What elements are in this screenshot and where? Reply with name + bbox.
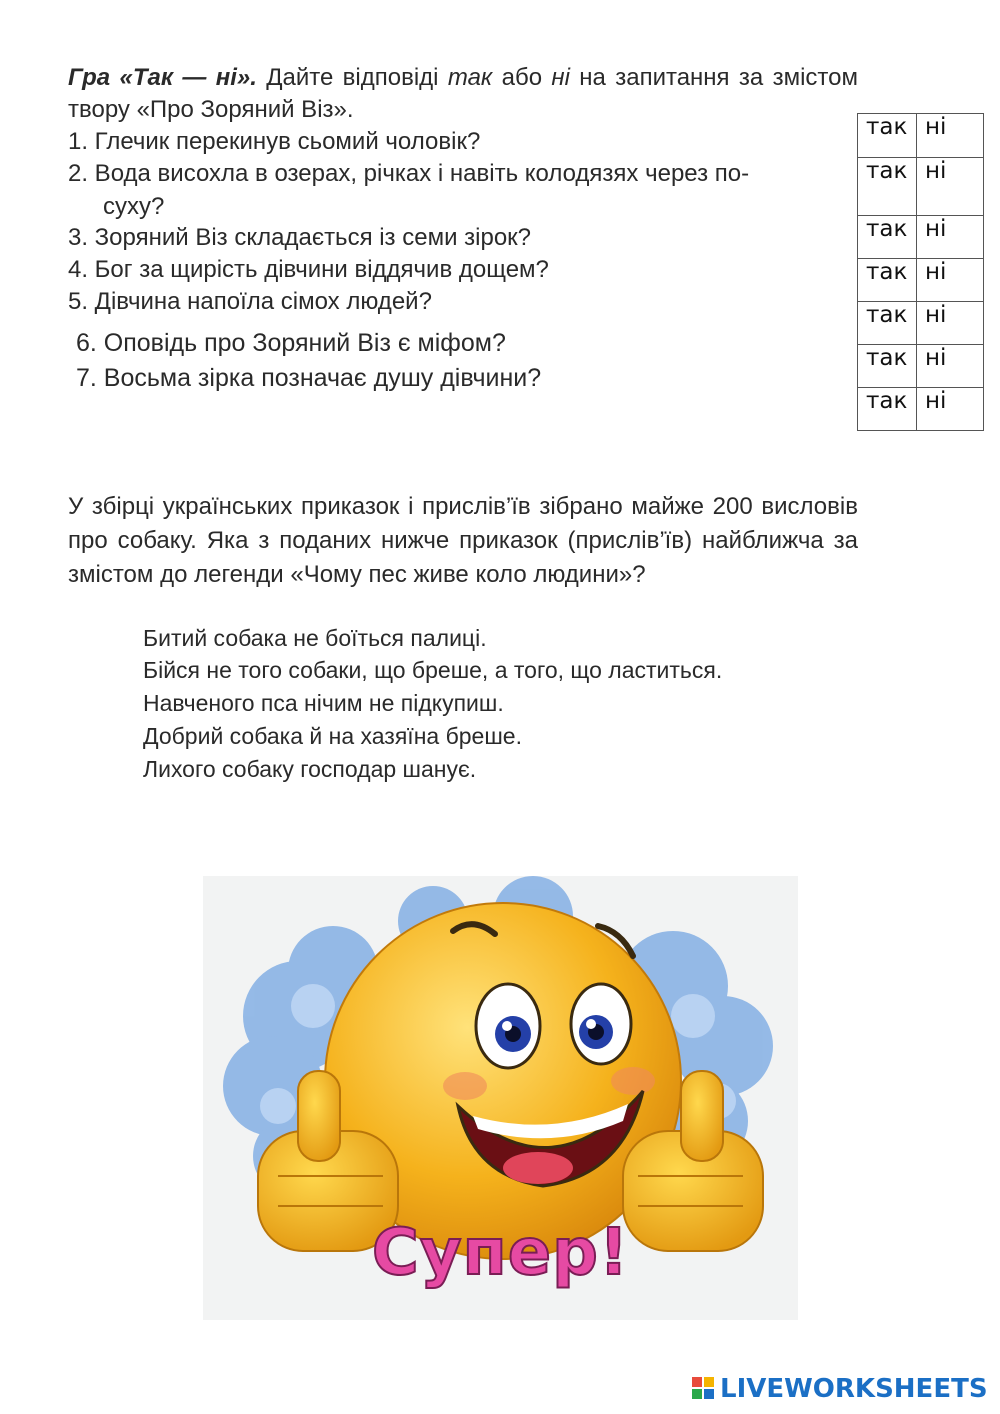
proverb-1: Битий собака не боїться палиці.: [143, 625, 487, 651]
smiley-picture: [203, 876, 798, 1320]
answer-row: [858, 158, 984, 216]
answer-row: [858, 302, 984, 345]
answer-no-option[interactable]: ні: [917, 114, 984, 158]
answer-yes-option[interactable]: так: [858, 114, 917, 158]
task2-paragraph: У збірці українських приказок і прислів’їв зібрано майже 200 висловів про собаку. Яка з поданих нижче приказок (прислів’їв) найближча за змістом до легенди «Чому пес живе коло людини»?: [68, 493, 858, 588]
question-2: 2. Вода висохла в озерах, річках і навіть колодязях через по-: [68, 160, 750, 187]
intro-word-yes: так: [447, 64, 493, 91]
question-7: 7. Восьма зірка позначає душу дівчини?: [76, 364, 542, 392]
liveworksheets-logo-icon: [692, 1377, 716, 1401]
answer-no-option[interactable]: ні: [917, 388, 984, 431]
answer-row: [858, 216, 984, 259]
question-4: 4. Бог за щирість дівчини віддячив дощем?: [68, 256, 549, 283]
proverb-4: Добрий собака й на хазяїна бреше.: [143, 723, 522, 749]
answer-row: [858, 345, 984, 388]
answer-row: [858, 388, 984, 431]
answer-no-option[interactable]: ні: [917, 158, 984, 216]
proverb-5: Лихого собаку господар шанує.: [143, 756, 477, 782]
intro-part-a: Дайте відповіді: [256, 64, 448, 91]
question-3: 3. Зоряний Віз складається із семи зірок?: [68, 224, 532, 251]
answer-yes-option[interactable]: так: [858, 302, 917, 345]
answer-no-option[interactable]: ні: [917, 259, 984, 302]
answer-yes-option[interactable]: так: [858, 345, 917, 388]
question-1: 1. Глечик перекинув сьомий чоловік?: [68, 128, 481, 155]
question-5: 5. Дівчина напоїла сімох людей?: [68, 288, 432, 315]
proverb-3: Навченого пса нічим не підкупиш.: [143, 690, 504, 716]
answer-no-option[interactable]: ні: [917, 345, 984, 388]
answer-table: [857, 113, 984, 431]
proverb-2: Бійся не того собаки, що бреше, а того, що ластиться.: [143, 657, 723, 683]
liveworksheets-logo: [692, 1374, 992, 1404]
intro-part-b: або: [492, 64, 552, 91]
task1-intro: [68, 62, 858, 126]
answer-yes-option[interactable]: так: [858, 259, 917, 302]
super-caption: Супер!: [371, 1216, 630, 1290]
intro-part-c: на запитання за змістом твору «Про Зоряний Віз».: [68, 64, 859, 123]
answer-no-option[interactable]: ні: [917, 216, 984, 259]
answer-row: [858, 259, 984, 302]
brand-name: LIVEWORKSHEETS: [720, 1374, 988, 1404]
answer-yes-option[interactable]: так: [858, 158, 917, 216]
question-6: 6. Оповідь про Зоряний Віз є міфом?: [76, 329, 506, 357]
task1-title: Гра «Так — ні».: [68, 64, 257, 91]
answer-yes-option[interactable]: так: [858, 388, 917, 431]
answer-row: [858, 114, 984, 158]
intro-word-no: ні: [551, 64, 570, 91]
question-2-continued: суху?: [103, 193, 165, 220]
answer-no-option[interactable]: ні: [917, 302, 984, 345]
answer-yes-option[interactable]: так: [858, 216, 917, 259]
